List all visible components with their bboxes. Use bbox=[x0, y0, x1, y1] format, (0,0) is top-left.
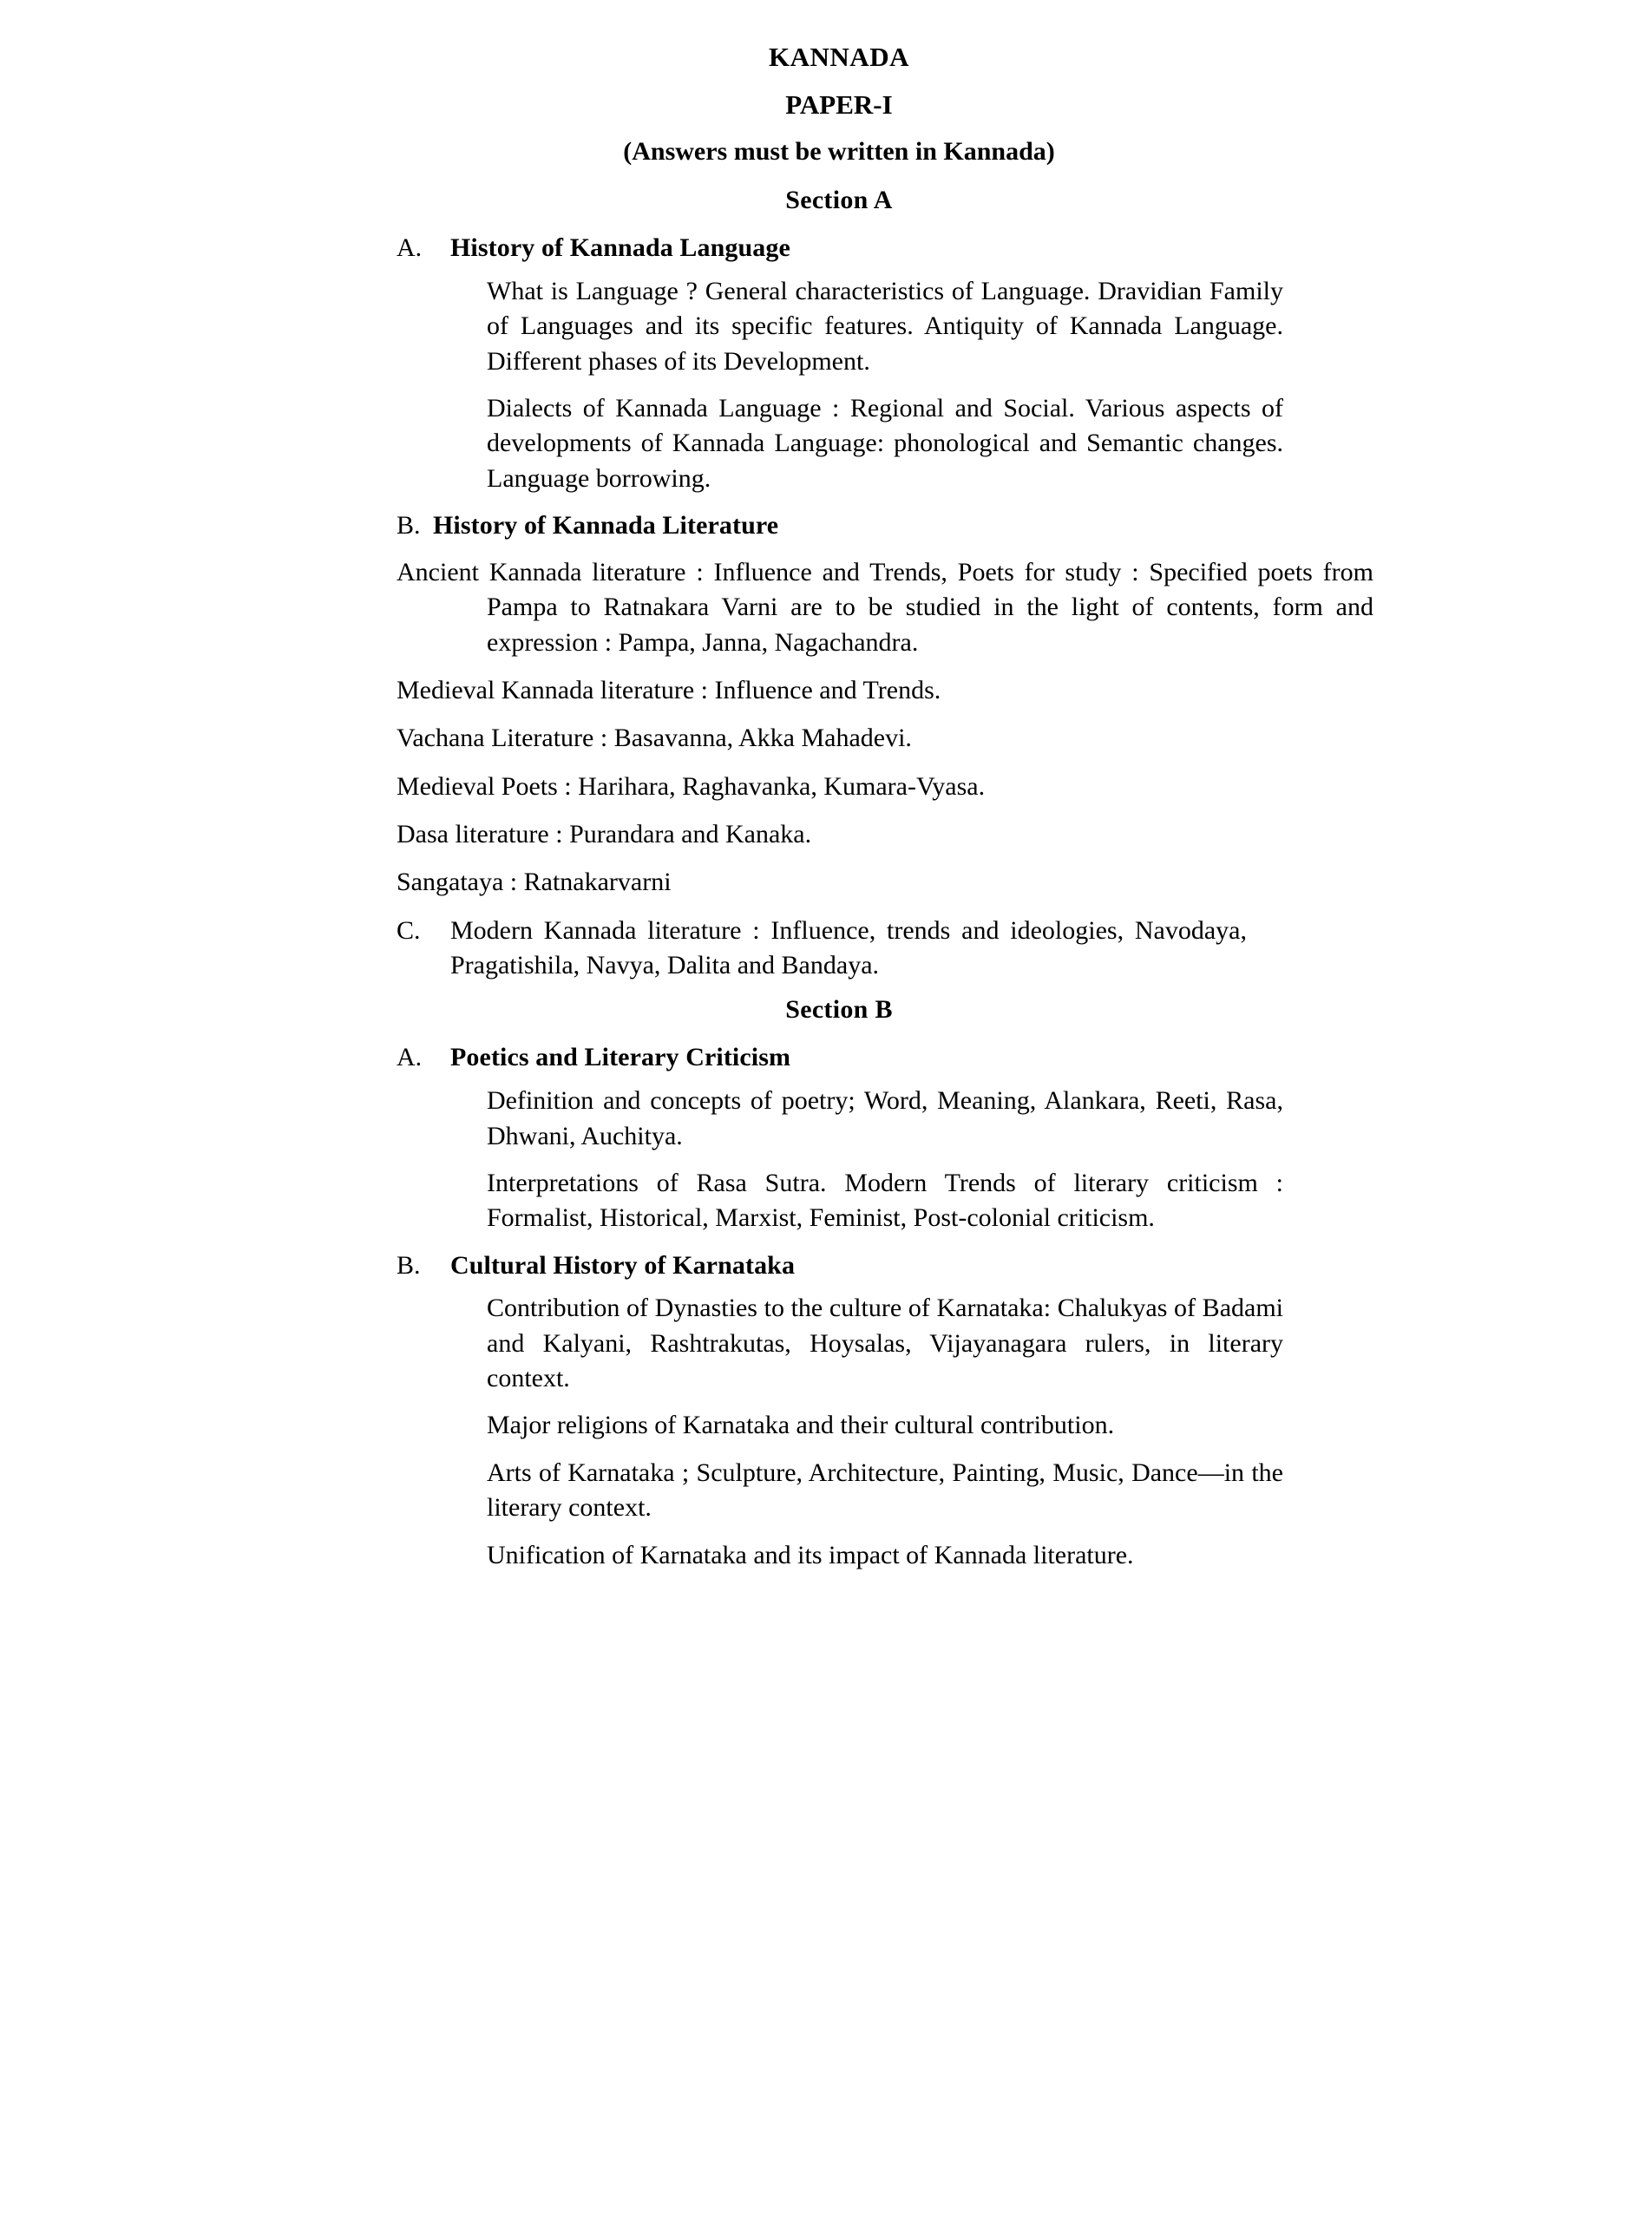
section-b-item-b-para-3: Arts of Karnataka ; Sculpture, Architecture, Painting, Music, Dance—in the literary context. bbox=[487, 1458, 1283, 1523]
section-a-heading: Section A bbox=[785, 186, 893, 214]
section-a-item-a-label: A. bbox=[397, 233, 423, 262]
document-content bbox=[370, 42, 1373, 1573]
section-b-heading: Section B bbox=[785, 995, 893, 1025]
section-a-item-b-label: B. bbox=[397, 510, 421, 540]
section-b-item-a-label: A. bbox=[397, 1043, 423, 1072]
section-a-item-b-para-2: Medieval Kannada literature : Influence and Trends. bbox=[397, 675, 941, 704]
section-b-item-a-para-2: Interpretations of Rasa Sutra. Modern Trends of literary criticism : Formalist, Historical, Marxist, Feminist, Post-colonial criticism. bbox=[487, 1168, 1283, 1233]
section-b-item-b-label: B. bbox=[397, 1250, 421, 1280]
section-a-item-b-para-3: Vachana Literature : Basavanna, Akka Mahadevi. bbox=[397, 724, 912, 753]
section-a-item-a-heading: History of Kannada Language bbox=[450, 233, 790, 262]
section-b-item-b-row bbox=[397, 1248, 1282, 1283]
section-a-item-c-row bbox=[397, 914, 1282, 984]
page-title: KANNADA bbox=[769, 42, 909, 72]
section-a-item-a-para-1: What is Language ? General characteristics of Language. Dravidian Family of Languages and its specific features. Antiquity of Kannada Language. Different phases of its Development. bbox=[487, 276, 1283, 376]
section-b-item-a-row bbox=[397, 1040, 1282, 1075]
section-a-item-c-label: C. bbox=[397, 915, 421, 945]
section-b-item-b-heading: Cultural History of Karnataka bbox=[450, 1250, 796, 1280]
section-b-item-b-para-2: Major religions of Karnataka and their cultural contribution. bbox=[487, 1411, 1115, 1440]
section-a-item-b-para-4: Medieval Poets : Harihara, Raghavanka, Kumara-Vyasa. bbox=[397, 771, 986, 801]
answer-language-note: (Answers must be written in Kannada) bbox=[623, 137, 1055, 166]
section-b-item-a-heading: Poetics and Literary Criticism bbox=[450, 1043, 791, 1072]
section-a-item-b-row bbox=[397, 508, 1282, 543]
section-b-item-b-para-1: Contribution of Dynasties to the culture of Karnataka: Chalukyas of Badami and Kalyani, Rashtrakutas, Hoysalas, Vijayanagara rulers, in literary context. bbox=[487, 1294, 1283, 1393]
section-a-item-b-para-6: Sangataya : Ratnakarvarni bbox=[397, 868, 672, 897]
section-b-item-b-para-4: Unification of Karnataka and its impact of Kannada literature. bbox=[487, 1540, 1134, 1569]
paper-subtitle: PAPER-I bbox=[785, 89, 893, 120]
section-a-item-b-heading: History of Kannada Literature bbox=[433, 510, 779, 540]
section-a-item-a-para-2: Dialects of Kannada Language : Regional and Social. Various aspects of developments of Kannada Language: phonological and Semantic changes. Language borrowing. bbox=[487, 393, 1283, 493]
section-a-item-a-row bbox=[397, 231, 1282, 265]
section-a-item-b-para-5: Dasa literature : Purandara and Kanaka. bbox=[397, 819, 812, 848]
section-a-item-b-para-1: Ancient Kannada literature : Influence and Trends, Poets for study : Specified poets from Pampa to Ratnakara Varni are to be studied in the light of contents, form and expression : Pampa, Janna, Nagachandra. bbox=[397, 557, 1373, 657]
section-a-item-c-para: Modern Kannada literature : Influence, trends and ideologies, Navodaya, Pragatishila, Navya, Dalita and Bandaya. bbox=[450, 915, 1247, 979]
section-b-item-a-para-1: Definition and concepts of poetry; Word, Meaning, Alankara, Reeti, Rasa, Dhwani, Auchitya. bbox=[487, 1086, 1283, 1150]
